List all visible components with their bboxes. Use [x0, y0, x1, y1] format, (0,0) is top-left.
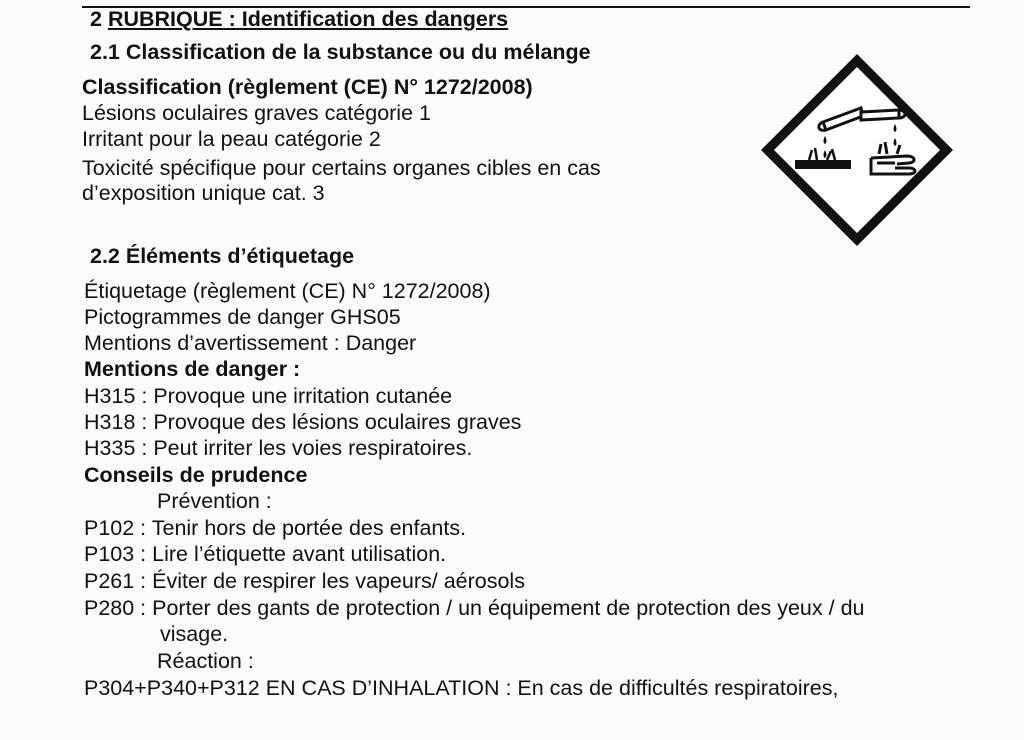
subsection-2-2-heading: 2.2 Éléments d’étiquetage: [90, 244, 355, 268]
signal-word-line: Mentions d’avertissement : Danger: [84, 331, 417, 355]
classification-line: Toxicité spécifique pour certains organes cibles en cas: [82, 156, 601, 180]
section-number: 2: [90, 7, 102, 31]
hazard-statement: H335 : Peut irriter les voies respiratoires.: [84, 436, 473, 460]
hazard-statements-heading: Mentions de danger :: [84, 357, 301, 381]
prevention-label: Prévention :: [157, 489, 272, 513]
precautionary-statement: P102 : Tenir hors de portée des enfants.: [84, 516, 467, 540]
classification-line: Irritant pour la peau catégorie 2: [82, 127, 381, 151]
classification-line: Lésions oculaires graves catégorie 1: [82, 101, 431, 125]
hazard-statement: H315 : Provoque une irritation cutanée: [84, 384, 453, 408]
pictogram-background: [774, 67, 940, 233]
precautionary-statement: P103 : Lire l’étiquette avant utilisation.: [84, 542, 447, 566]
right-test-tube: [861, 110, 905, 120]
subsection-2-1-heading: 2.1 Classification de la substance ou du mélange: [90, 40, 591, 64]
precautionary-heading: Conseils de prudence: [84, 463, 308, 487]
reaction-label: Réaction :: [157, 649, 254, 673]
precautionary-statement: P280 : Porter des gants de protection / un équipement de protection des yeux / du: [84, 596, 865, 620]
ghs05-corrosion-icon: [757, 50, 957, 250]
precautionary-statement: P304+P340+P312 EN CAS D’INHALATION : En cas de difficultés respiratoires,: [84, 676, 839, 700]
section-heading: [90, 6, 508, 32]
classification-line: d’exposition unique cat. 3: [82, 181, 325, 205]
precautionary-statement: P261 : Éviter de respirer les vapeurs/ aérosols: [84, 569, 525, 593]
hazard-statement: H318 : Provoque des lésions oculaires graves: [84, 410, 522, 434]
section-title: RUBRIQUE : Identification des dangers: [107, 7, 509, 31]
labelling-line: Étiquetage (règlement (CE) N° 1272/2008): [84, 279, 491, 303]
classification-heading: Classification (règlement (CE) N° 1272/2008): [82, 75, 533, 99]
pictograms-line: Pictogrammes de danger GHS05: [84, 305, 401, 329]
precautionary-statement-continuation: visage.: [160, 622, 229, 646]
